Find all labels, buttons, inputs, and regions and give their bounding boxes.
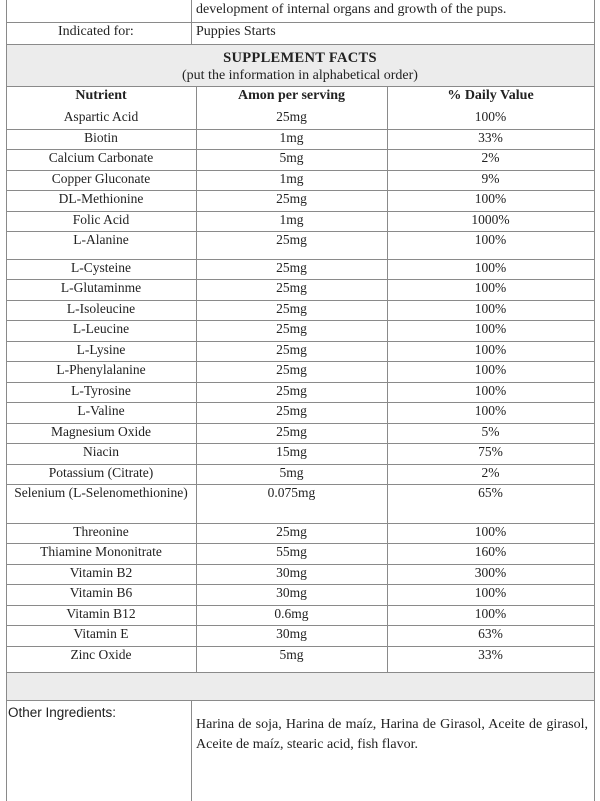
description-text: development of internal organs and growth of the pups.	[196, 2, 507, 17]
amount-cell: 25mg	[276, 403, 307, 418]
column-header-amount: Amon per serving	[237, 88, 346, 103]
column-header-nutrient: Nutrient	[75, 88, 127, 103]
table-row	[6, 626, 594, 646]
nutrient-cell: Zinc Oxide	[70, 647, 132, 662]
grid-line	[6, 129, 594, 130]
daily-value-cell: 100%	[474, 280, 507, 295]
amount-cell: 1mg	[279, 130, 304, 145]
nutrient-cell: Vitamin B6	[69, 585, 133, 600]
table-row	[6, 342, 594, 362]
daily-value-cell: 2%	[481, 150, 500, 165]
grid-line	[6, 646, 594, 647]
table-row	[6, 150, 594, 170]
amount-cell: 25mg	[276, 321, 307, 336]
amount-cell: 25mg	[276, 191, 307, 206]
amount-cell: 25mg	[276, 524, 307, 539]
daily-value-cell: 63%	[478, 626, 503, 641]
amount-cell: 5mg	[279, 465, 304, 480]
nutrient-cell: Vitamin E	[73, 626, 129, 641]
amount-cell: 25mg	[276, 260, 307, 275]
grid-line	[6, 402, 594, 403]
table-row	[6, 383, 594, 403]
table-row	[6, 524, 594, 544]
daily-value-cell: 33%	[478, 130, 503, 145]
amount-cell: 5mg	[279, 647, 304, 662]
nutrient-cell: DL-Methionine	[58, 191, 144, 206]
grid-line	[6, 564, 594, 565]
table-row	[6, 485, 594, 505]
facts-header	[6, 44, 594, 86]
nutrient-cell: L-Leucine	[72, 321, 130, 336]
table-row	[6, 280, 594, 300]
grid-line	[6, 464, 594, 465]
amount-cell: 55mg	[276, 544, 307, 559]
table-row	[6, 647, 594, 667]
amount-cell: 25mg	[276, 362, 307, 377]
daily-value-cell: 100%	[474, 109, 507, 124]
grid-line	[6, 320, 594, 321]
daily-value-cell: 5%	[481, 424, 500, 439]
table-row	[6, 301, 594, 321]
table-row	[6, 232, 594, 252]
grid-line	[6, 86, 594, 87]
grid-line	[594, 0, 595, 801]
grid-line	[6, 605, 594, 606]
daily-value-cell: 300%	[474, 565, 507, 580]
nutrient-cell: Vitamin B2	[69, 565, 133, 580]
grid-line	[6, 149, 594, 150]
nutrient-cell: Calcium Carbonate	[48, 150, 154, 165]
table-row	[6, 424, 594, 444]
facts-title: SUPPLEMENT FACTS	[223, 50, 377, 66]
amount-cell: 25mg	[276, 232, 307, 247]
nutrient-cell: L-Glutaminme	[60, 280, 142, 295]
grid-line	[6, 484, 594, 485]
nutrient-cell: L-Tyrosine	[71, 383, 131, 398]
table-row	[6, 544, 594, 564]
amount-cell: 30mg	[276, 585, 307, 600]
grid-line	[6, 672, 594, 673]
shaded-spacer-row	[6, 672, 594, 700]
daily-value-cell: 9%	[481, 171, 500, 186]
table-row	[6, 465, 594, 485]
grid-line	[6, 170, 594, 171]
daily-value-cell: 100%	[474, 606, 507, 621]
table-row	[6, 606, 594, 626]
amount-cell: 15mg	[276, 444, 307, 459]
nutrient-cell: Potassium (Citrate)	[48, 465, 154, 480]
daily-value-cell: 33%	[478, 647, 503, 662]
daily-value-cell: 100%	[474, 524, 507, 539]
amount-cell: 25mg	[276, 301, 307, 316]
table-row	[6, 444, 594, 464]
grid-line	[6, 259, 594, 260]
table-row	[6, 362, 594, 382]
daily-value-cell: 100%	[474, 342, 507, 357]
amount-cell: 30mg	[276, 626, 307, 641]
grid-line	[6, 382, 594, 383]
daily-value-cell: 1000%	[471, 212, 510, 227]
daily-value-cell: 100%	[474, 260, 507, 275]
table-row	[6, 191, 594, 211]
grid-line	[6, 341, 594, 342]
table-row	[6, 565, 594, 585]
nutrient-cell: Magnesium Oxide	[50, 424, 152, 439]
indicated-label: Indicated for:	[58, 24, 134, 39]
nutrient-cell: Thiamine Mononitrate	[40, 544, 162, 559]
grid-line	[6, 584, 594, 585]
daily-value-cell: 100%	[474, 321, 507, 336]
nutrient-cell: Biotin	[84, 130, 118, 145]
daily-value-cell: 100%	[474, 585, 507, 600]
grid-line	[6, 443, 594, 444]
facts-subtitle: (put the information in alphabetical order)	[182, 68, 418, 83]
table-row	[6, 109, 594, 129]
grid-line	[6, 44, 594, 45]
daily-value-cell: 2%	[481, 465, 500, 480]
amount-cell: 0.6mg	[274, 606, 309, 621]
grid-line	[6, 700, 594, 701]
nutrient-cell: Niacin	[83, 444, 119, 459]
table-row	[6, 212, 594, 232]
nutrient-cell: Selenium (L-Selenomethionine)	[14, 485, 188, 500]
nutrient-cell: L-Valine	[77, 403, 125, 418]
nutrient-cell: L-Cysteine	[71, 260, 131, 275]
amount-cell: 0.075mg	[267, 485, 316, 500]
table-row	[6, 260, 594, 280]
table-row	[6, 321, 594, 341]
amount-cell: 25mg	[276, 109, 307, 124]
nutrient-cell: L-Phenylalanine	[56, 362, 146, 377]
grid-line	[6, 625, 594, 626]
table-row	[6, 585, 594, 605]
daily-value-cell: 100%	[474, 232, 507, 247]
nutrient-cell: L-Alanine	[73, 232, 129, 247]
nutrient-cell: Threonine	[73, 524, 129, 539]
daily-value-cell: 100%	[474, 301, 507, 316]
daily-value-cell: 100%	[474, 362, 507, 377]
amount-cell: 25mg	[276, 383, 307, 398]
grid-line	[6, 361, 594, 362]
daily-value-cell: 100%	[474, 403, 507, 418]
grid-line	[6, 543, 594, 544]
grid-line	[6, 423, 594, 424]
amount-cell: 5mg	[279, 150, 304, 165]
column-header-daily-value: % Daily Value	[447, 88, 534, 103]
daily-value-cell: 160%	[474, 544, 507, 559]
grid-line	[6, 231, 594, 232]
nutrient-cell: Vitamin B12	[66, 606, 136, 621]
grid-line	[6, 300, 594, 301]
grid-line	[6, 279, 594, 280]
table-row	[6, 403, 594, 423]
amount-cell: 25mg	[276, 280, 307, 295]
other-ingredients-value: Harina de soja, Harina de maíz, Harina de Girasol, Aceite de girasol, Aceite de maíz, stearic acid, fish flavor.	[196, 717, 588, 752]
grid-line	[6, 22, 594, 23]
nutrient-cell: Copper Gluconate	[51, 171, 151, 186]
other-ingredients-label: Other Ingredients:	[8, 705, 117, 720]
amount-cell: 1mg	[279, 171, 304, 186]
daily-value-cell: 100%	[474, 383, 507, 398]
amount-cell: 25mg	[276, 342, 307, 357]
indicated-value: Puppies Starts	[196, 24, 276, 39]
grid-line	[6, 211, 594, 212]
amount-cell: 1mg	[279, 212, 304, 227]
daily-value-cell: 65%	[478, 485, 503, 500]
table-row	[6, 130, 594, 150]
grid-line	[6, 0, 7, 801]
amount-cell: 30mg	[276, 565, 307, 580]
nutrient-cell: Folic Acid	[72, 212, 130, 227]
grid-line	[6, 523, 594, 524]
daily-value-cell: 100%	[474, 191, 507, 206]
daily-value-cell: 75%	[478, 444, 503, 459]
nutrient-cell: L-Lysine	[76, 342, 126, 357]
grid-line	[191, 700, 192, 801]
grid-line	[6, 190, 594, 191]
table-row	[6, 171, 594, 191]
amount-cell: 25mg	[276, 424, 307, 439]
nutrient-cell: L-Isoleucine	[66, 301, 136, 316]
nutrient-cell: Aspartic Acid	[63, 109, 139, 124]
